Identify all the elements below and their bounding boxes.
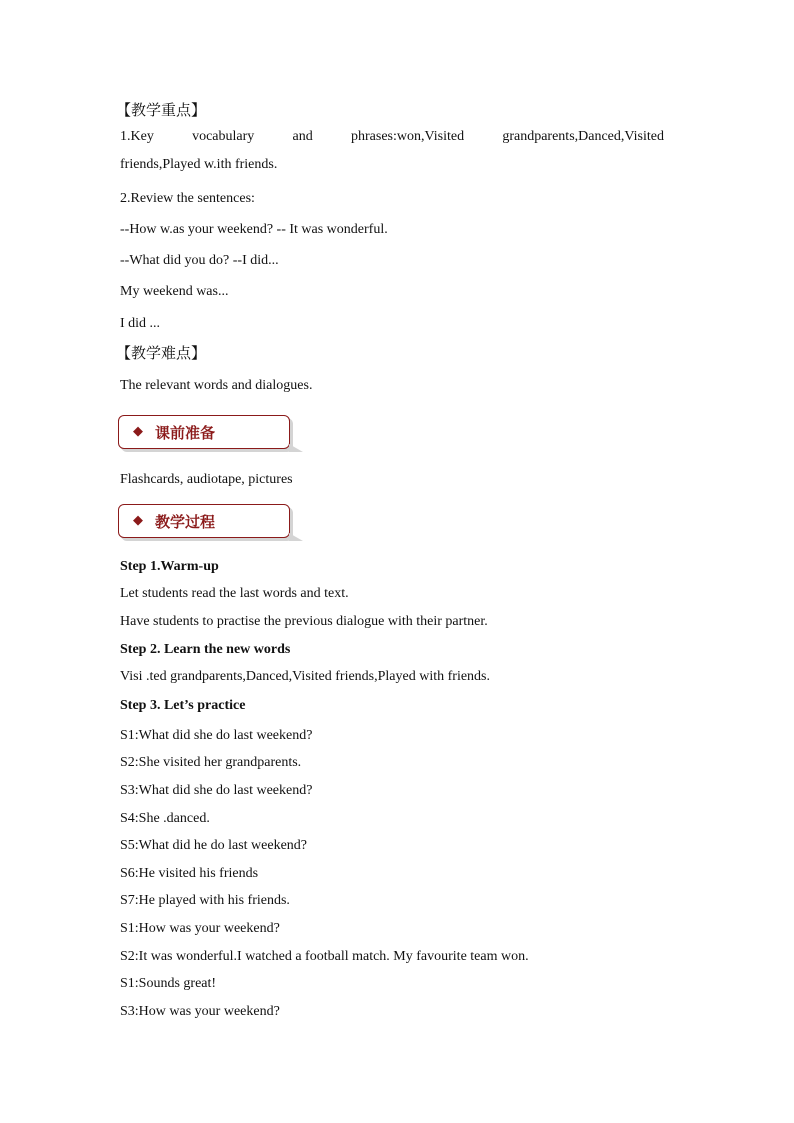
- preparation-section-header: [118, 415, 290, 449]
- key-points-heading: 【教学重点】: [116, 103, 207, 119]
- key-sentence-1: --How w.as your weekend? -- It was wonderful.: [120, 222, 388, 237]
- dialogue-line: S5:What did he do last weekend?: [120, 838, 308, 853]
- key-points-item-1-word: grandparents,Danced,Visited: [502, 129, 664, 144]
- key-points-item-1-word: and: [292, 129, 313, 144]
- key-points-item-1-word: 1.Key: [120, 129, 154, 144]
- dialogue-line: S2:It was wonderful.I watched a football match. My favourite team won.: [120, 949, 529, 964]
- step-1-line-1: Let students read the last words and text.: [120, 586, 349, 601]
- key-sentence-2: --What did you do? --I did...: [120, 253, 279, 268]
- dialogue-line: S1:How was your weekend?: [120, 921, 280, 936]
- dialogue-line: S3:What did she do last weekend?: [120, 783, 313, 798]
- box-shadow-tail: [289, 533, 303, 541]
- key-points-item-2: 2.Review the sentences:: [120, 191, 255, 206]
- step-2-title: Step 2. Learn the new words: [120, 642, 291, 657]
- step-3-title: Step 3. Let’s practice: [120, 698, 246, 713]
- preparation-title: 课前准备: [155, 424, 216, 442]
- dialogue-line: S6:He visited his friends: [120, 866, 259, 881]
- key-sentence-4: I did ...: [120, 316, 161, 331]
- preparation-text: Flashcards, audiotape, pictures: [120, 472, 293, 487]
- difficult-points-text: The relevant words and dialogues.: [120, 378, 313, 393]
- step-2-line-1: Visi .ted grandparents,Danced,Visited friends,Played with friends.: [120, 669, 491, 684]
- box-shadow-tail: [289, 444, 303, 452]
- dialogue-line: S4:She .danced.: [120, 811, 210, 826]
- dialogue-line: S2:She visited her grandparents.: [120, 755, 302, 770]
- step-1-line-2: Have students to practise the previous dialogue with their partner.: [120, 614, 488, 629]
- diamond-bullet-icon: ◆: [133, 424, 143, 439]
- key-points-item-1: [120, 128, 664, 146]
- dialogue-line: S7:He played with his friends.: [120, 893, 290, 908]
- difficult-points-heading: 【教学难点】: [116, 346, 207, 362]
- process-title: 教学过程: [155, 513, 216, 531]
- key-points-item-1-word: vocabulary: [192, 129, 255, 144]
- key-points-item-1-continued: friends,Played w.ith friends.: [120, 157, 278, 172]
- step-1-title: Step 1.Warm-up: [120, 559, 219, 574]
- process-section-header: [118, 504, 290, 538]
- key-sentence-3: My weekend was...: [120, 284, 229, 299]
- key-points-item-1-word: phrases:won,Visited: [351, 129, 465, 144]
- diamond-bullet-icon: ◆: [133, 513, 143, 528]
- dialogue-line: S3:How was your weekend?: [120, 1004, 280, 1019]
- dialogue-line: S1:Sounds great!: [120, 976, 217, 991]
- dialogue-line: S1:What did she do last weekend?: [120, 728, 313, 743]
